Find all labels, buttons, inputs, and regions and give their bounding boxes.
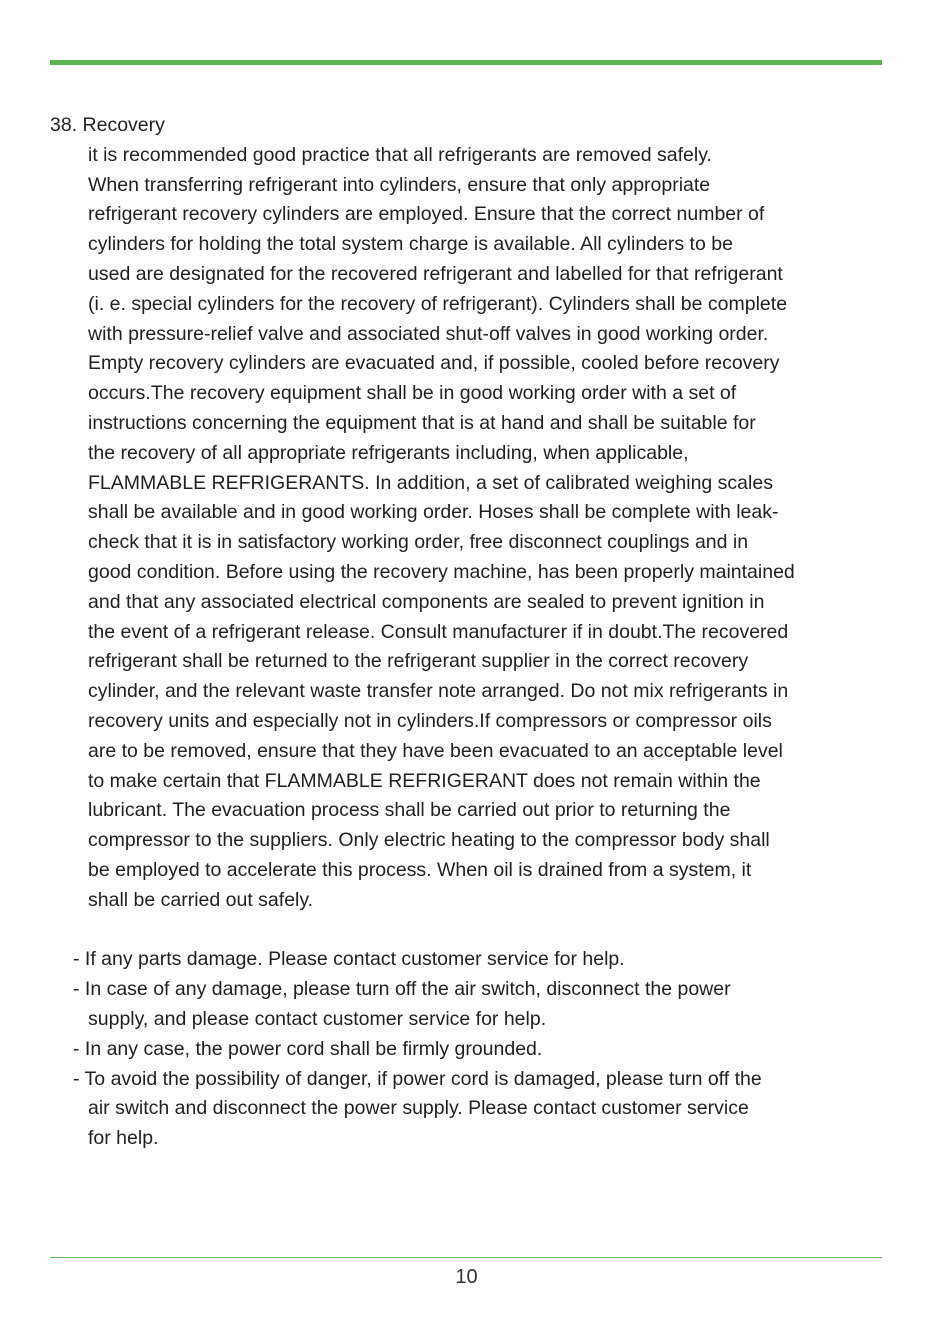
body-line: check that it is in satisfactory working order, free disconnect couplings and in (88, 531, 749, 554)
page-content (50, 111, 890, 1154)
body-line: instructions concerning the equipment that is at hand and shall be suitable for (88, 411, 756, 434)
note-item: - In any case, the power cord shall be firmly grounded. (73, 1037, 543, 1060)
body-line: lubricant. The evacuation process shall be carried out prior to returning the (88, 799, 731, 822)
body-line: refrigerant shall be returned to the refrigerant supplier in the correct recovery (88, 650, 749, 673)
section-heading: 38. Recovery (50, 114, 165, 136)
body-line: (i. e. special cylinders for the recovery of refrigerant). Cylinders shall be complete (88, 292, 788, 315)
body-line: compressor to the suppliers. Only electric heating to the compressor body shall (88, 829, 770, 852)
note-item: - In case of any damage, please turn off the air switch, disconnect the power (73, 978, 731, 1001)
body-line: used are designated for the recovered refrigerant and labelled for that refrigerant (88, 262, 783, 285)
body-line: shall be carried out safely. (88, 888, 314, 911)
body-line: good condition. Before using the recovery machine, has been properly maintained (88, 560, 795, 583)
body-line: it is recommended good practice that all refrigerants are removed safely. (88, 143, 712, 166)
body-line: cylinders for holding the total system charge is available. All cylinders to be (88, 233, 733, 256)
note-item-continuation: for help. (88, 1127, 159, 1150)
note-item-continuation: supply, and please contact customer service for help. (88, 1007, 547, 1030)
body-line: Empty recovery cylinders are evacuated and, if possible, cooled before recovery (88, 352, 780, 375)
note-item-continuation: air switch and disconnect the power supply. Please contact customer service (88, 1097, 749, 1120)
body-line: When transferring refrigerant into cylinders, ensure that only appropriate (88, 173, 711, 196)
body-line: FLAMMABLE REFRIGERANTS. In addition, a set of calibrated weighing scales (88, 471, 773, 494)
body-line: recovery units and especially not in cylinders.If compressors or compressor oils (88, 709, 772, 732)
body-line: the recovery of all appropriate refrigerants including, when applicable, (88, 441, 689, 464)
body-line: occurs.The recovery equipment shall be in good working order with a set of (88, 382, 737, 405)
body-line: shall be available and in good working order. Hoses shall be complete with leak- (88, 501, 779, 524)
page-number: 10 (455, 1266, 478, 1288)
note-item: - If any parts damage. Please contact customer service for help. (73, 948, 625, 971)
body-line: with pressure-relief valve and associated shut-off valves in good working order. (88, 322, 769, 345)
body-line: and that any associated electrical components are sealed to prevent ignition in (88, 590, 765, 613)
section-body (50, 141, 890, 916)
body-line: cylinder, and the relevant waste transfer note arranged. Do not mix refrigerants in (88, 680, 789, 703)
safety-notes (50, 945, 890, 1154)
body-line: the event of a refrigerant release. Consult manufacturer if in doubt.The recovered (88, 620, 789, 643)
footer-divider (50, 1257, 882, 1258)
body-line: refrigerant recovery cylinders are employed. Ensure that the correct number of (88, 203, 765, 226)
note-item: - To avoid the possibility of danger, if power cord is damaged, please turn off the (73, 1067, 762, 1090)
body-line: are to be removed, ensure that they have been evacuated to an acceptable level (88, 739, 783, 762)
header-divider (50, 60, 882, 65)
body-line: be employed to accelerate this process. When oil is drained from a system, it (88, 858, 752, 881)
body-line: to make certain that FLAMMABLE REFRIGERANT does not remain within the (88, 769, 761, 792)
